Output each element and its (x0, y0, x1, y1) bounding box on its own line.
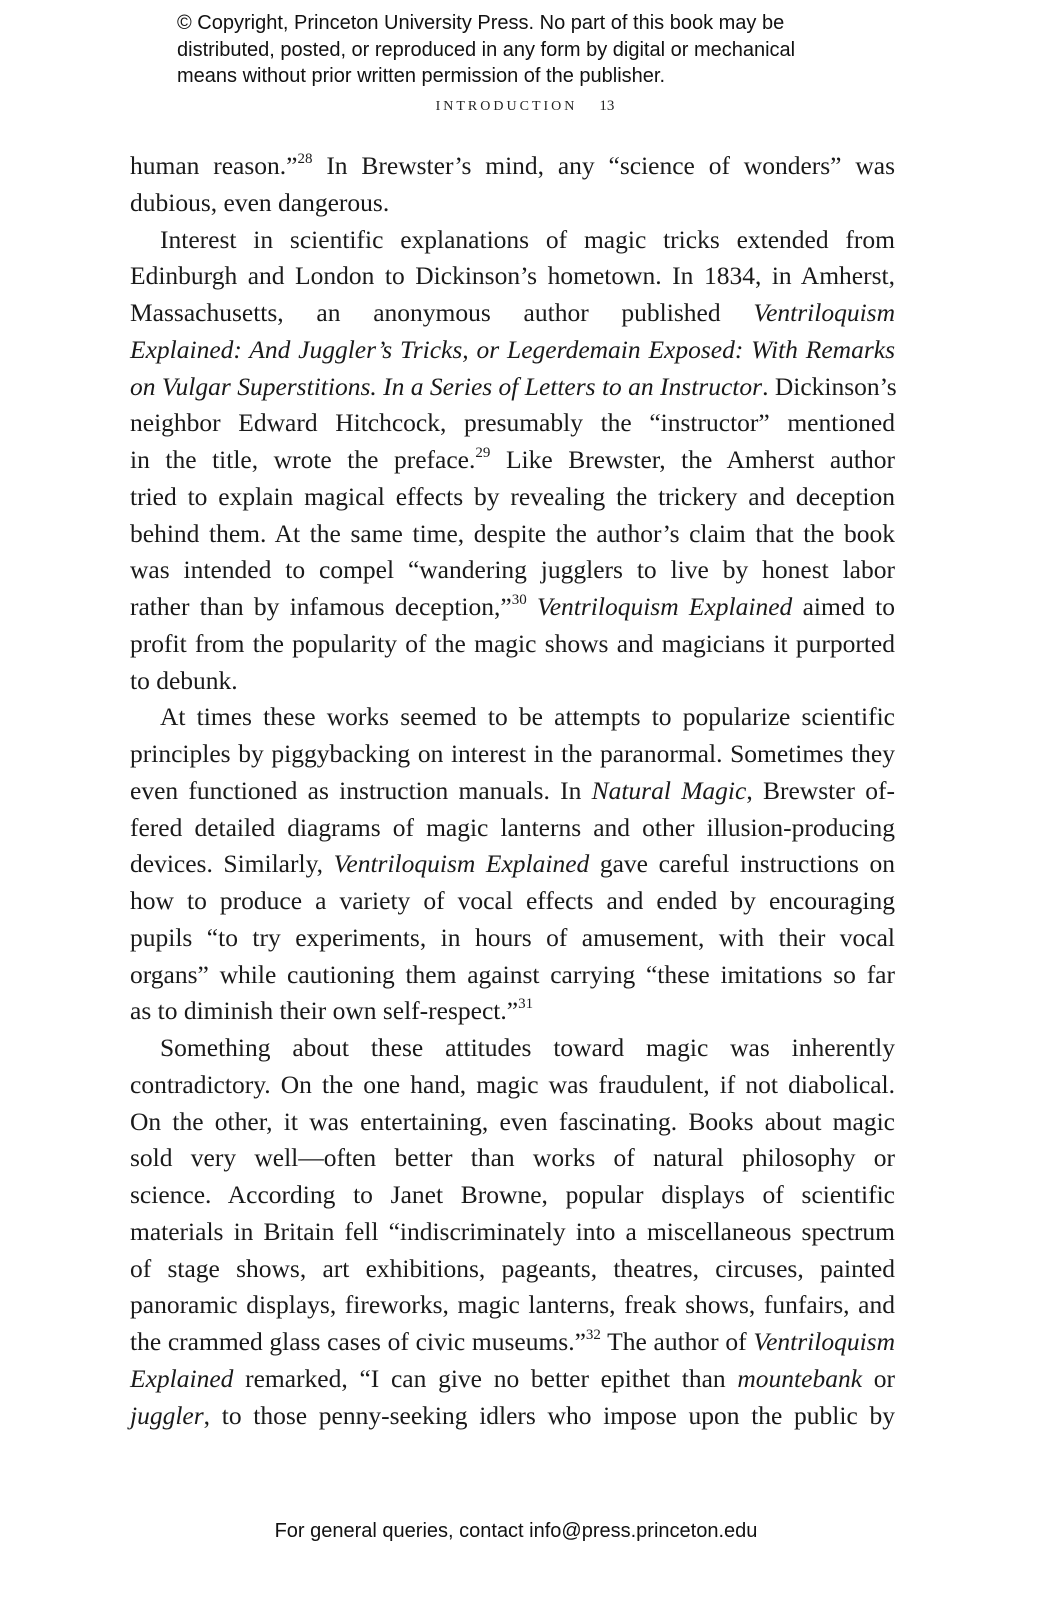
footnote-ref: 32 (585, 1327, 601, 1343)
text-run: principles by piggybacking on interest in the paranormal. Sometimes they (130, 739, 895, 768)
text-line (130, 589, 895, 626)
text-run: aimed to (792, 592, 896, 621)
text-run: Something about these attitudes toward magic was inherently (160, 1033, 895, 1062)
text-run (527, 592, 537, 621)
text-run: At times these works seemed to be attempts to popularize scientific (160, 702, 895, 732)
text-run: In Brewster’s mind, any “science of wonders” was (312, 151, 895, 180)
italic-title: Natural Magic (591, 775, 747, 805)
text-line (130, 1177, 895, 1214)
text-run: in the title, wrote the preface. (130, 445, 476, 474)
text-line (130, 1030, 895, 1067)
text-line (130, 1214, 895, 1251)
text-run: pupils “to try experiments, in hours of amusement, with their vocal (130, 922, 895, 952)
text-line (130, 1104, 895, 1141)
text-run: contradictory. On the one hand, magic was fraudulent, if not diabolical. (130, 1069, 895, 1099)
italic-title: on Vulgar Superstitions. In a Series of Letters to an Instructor (130, 371, 763, 401)
text-run: gave careful instructions on (589, 849, 895, 879)
text-run: as to diminish their own self-respect.” (130, 996, 519, 1026)
running-head (0, 98, 1050, 115)
text-run: On the other, it was entertaining, even fascinating. Books about magic (130, 1106, 895, 1136)
italic-title: Explained (130, 1363, 234, 1393)
text-run: rather than by infamous deception,” (130, 592, 512, 621)
text-run: Massachusetts, an anonymous author published (130, 298, 754, 327)
text-line (130, 1251, 895, 1288)
page-number: 13 (599, 98, 615, 114)
text-line (130, 810, 895, 847)
text-run: panoramic displays, fireworks, magic lanterns, freak shows, funfairs, and (130, 1290, 895, 1320)
text-run: was intended to compel “wandering jugglers to live by honest labor (130, 555, 895, 585)
italic-title: Ventriloquism (753, 1327, 895, 1356)
text-line (130, 552, 895, 589)
text-line (130, 773, 895, 810)
copyright-line: © Copyright, Princeton University Press. No part of this book may be (177, 12, 785, 34)
text-run: to debunk. (130, 665, 238, 695)
text-line (130, 516, 895, 553)
italic-title: mountebank (737, 1363, 863, 1393)
italic-title: Explained: And Juggler’s Tricks, or Legerdemain Exposed: With Remarks (130, 334, 895, 364)
text-line (130, 405, 895, 442)
text-line (130, 663, 895, 700)
text-line (130, 479, 895, 516)
text-run: or (862, 1363, 895, 1393)
text-line (130, 258, 895, 295)
text-run: fered detailed diagrams of magic lanterns and other illusion-producing (130, 812, 895, 842)
footnote-ref: 29 (475, 445, 491, 461)
text-line (130, 148, 895, 185)
italic-title: Ventriloquism Explained (536, 592, 793, 621)
text-run: devices. Similarly, (130, 849, 334, 879)
text-line (130, 846, 895, 883)
text-line (130, 442, 895, 479)
text-run: . Dickinson’s (762, 371, 897, 401)
text-run: science. According to Janet Browne, popular displays of scientific (130, 1180, 895, 1209)
footnote-ref: 31 (518, 996, 534, 1013)
text-run: behind them. At the same time, despite the author’s claim that the book (130, 518, 895, 548)
text-line (130, 1398, 895, 1435)
text-run: tried to explain magical effects by revealing the trickery and deception (130, 481, 895, 511)
footnote-ref: 30 (511, 592, 527, 608)
text-line (130, 369, 895, 406)
text-line (130, 1361, 895, 1398)
body-text (130, 148, 895, 1434)
text-line (130, 1287, 895, 1324)
text-run: even functioned as instruction manuals. In (130, 775, 592, 805)
text-run: , Brewster of- (746, 775, 896, 805)
italic-title: Ventriloquism Explained (333, 849, 590, 879)
text-line (130, 957, 895, 994)
text-run: neighbor Edward Hitchcock, presumably the “instructor” mentioned (130, 408, 895, 438)
text-run: Interest in scientific explanations of magic tricks extended from (160, 224, 895, 254)
text-run: of stage shows, art exhibitions, pageants, theatres, circuses, painted (130, 1253, 895, 1283)
text-line (130, 626, 895, 663)
text-run: human reason.” (130, 151, 298, 180)
footnote-ref: 28 (297, 151, 313, 167)
text-run: , to those penny-seeking idlers who impose upon the public by (203, 1400, 895, 1430)
text-run: remarked, “I can give no better epithet than (233, 1363, 738, 1393)
copyright-line: distributed, posted, or reproduced in any form by digital or mechanical (177, 38, 796, 61)
text-run: Like Brewster, the Amherst author (490, 445, 895, 474)
text-run: organs” while cautioning them against carrying “these imitations so far (130, 959, 895, 989)
copyright-line: means without prior written permission of the publisher. (177, 65, 666, 87)
text-run: the crammed glass cases of civic museums.” (130, 1327, 586, 1356)
italic-title: juggler (130, 1400, 204, 1430)
text-line (130, 883, 895, 920)
text-line (130, 295, 895, 332)
text-run: sold very well—often better than works of natural philosophy or (130, 1143, 895, 1173)
text-line (130, 736, 895, 773)
text-line (130, 920, 895, 957)
text-line (130, 1067, 895, 1104)
text-line (130, 993, 895, 1030)
text-line (130, 1324, 895, 1361)
text-line (130, 185, 895, 222)
text-line (130, 332, 895, 369)
text-line (130, 1140, 895, 1177)
footer-contact: For general queries, contact info@press.princeton.edu (274, 1520, 758, 1542)
text-run: dubious, even dangerous. (130, 187, 390, 217)
text-run: The author of (600, 1327, 754, 1356)
text-run: Edinburgh and London to Dickinson’s hometown. In 1834, in Amherst, (130, 261, 895, 291)
copyright-notice (177, 10, 877, 90)
text-run: how to produce a variety of vocal effects and ended by encouraging (130, 886, 895, 915)
text-run: materials in Britain fell “indiscriminately into a miscellaneous spectrum (130, 1216, 895, 1246)
text-run: profit from the popularity of the magic shows and magicians it purported (130, 628, 895, 658)
text-line (130, 222, 895, 259)
text-line (130, 699, 895, 736)
section-title: INTRODUCTION (435, 99, 578, 114)
italic-title: Ventriloquism (753, 298, 895, 327)
